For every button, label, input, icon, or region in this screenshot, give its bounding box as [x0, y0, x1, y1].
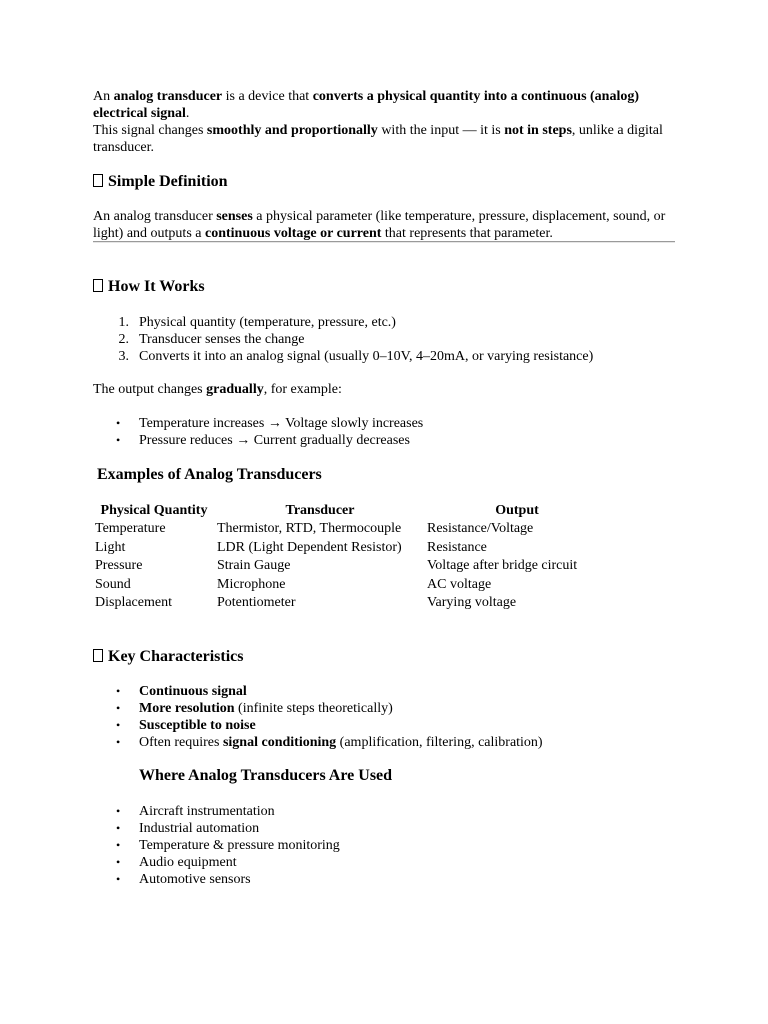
table-cell: Varying voltage	[427, 595, 517, 610]
intro-bold: converts a physical quantity into a continuous (analog) electrical signal	[93, 89, 640, 121]
table-cell: Resistance	[427, 539, 487, 555]
intro-line-2	[93, 122, 683, 156]
list-item	[93, 837, 683, 854]
table-cell: Pressure	[95, 558, 143, 573]
list-item	[93, 348, 683, 365]
column-header: Output	[495, 503, 539, 518]
list-number: 1.	[118, 315, 129, 330]
text: Current gradually decreases	[250, 433, 410, 448]
text: An analog transducer	[93, 209, 217, 224]
table-cell: Resistance/Voltage	[427, 521, 534, 536]
intro-bold: analog transducer	[113, 89, 223, 104]
list-item	[93, 331, 683, 348]
text: that represents that parameter.	[381, 226, 553, 241]
bullet-icon: •	[116, 416, 121, 430]
key-characteristics-heading	[93, 647, 683, 667]
text: Voltage slowly increases	[281, 416, 424, 431]
table-cell: Strain Gauge	[217, 558, 291, 573]
bold-text: signal conditioning	[222, 735, 337, 750]
table-cell: Temperature	[95, 521, 166, 536]
text: Often requires	[139, 735, 223, 750]
steps-list	[93, 314, 683, 365]
table-cell: Light	[95, 539, 126, 555]
heading-text: Key Characteristics	[108, 648, 244, 665]
table-cell: Potentiometer	[217, 595, 296, 610]
table-row	[93, 520, 609, 539]
usage-list	[93, 803, 683, 888]
heading-text: How It Works	[108, 278, 205, 295]
bullet-icon: •	[116, 838, 121, 852]
intro-text: with the input — it is	[377, 123, 505, 138]
list-item	[93, 432, 683, 449]
bold-text: More resolution	[139, 701, 235, 716]
table-row	[93, 557, 609, 576]
list-item	[93, 415, 683, 432]
list-number: 2.	[118, 332, 129, 347]
list-item-text: Aircraft instrumentation	[139, 804, 275, 819]
table-row	[93, 594, 609, 613]
table-row	[93, 576, 609, 595]
bullet-icon: •	[116, 855, 121, 869]
list-item-text: Temperature & pressure monitoring	[139, 838, 340, 853]
bold-text: gradually	[206, 382, 264, 397]
list-number: 3.	[118, 349, 129, 364]
bullet-icon: •	[116, 718, 121, 732]
list-item-text: Converts it into an analog signal (usually 0–10V, 4–20mA, or varying resistance)	[139, 349, 594, 364]
table-row	[93, 539, 609, 558]
simple-definition-paragraph	[93, 208, 683, 242]
simple-definition-heading	[93, 172, 683, 192]
column-header: Physical Quantity	[100, 503, 208, 518]
text: a physical parameter (like temperature, pressure, displacement, sound, or light) and outputs a	[93, 209, 666, 241]
list-item-text: Audio equipment	[139, 855, 237, 870]
how-it-works-heading	[93, 277, 683, 297]
table-header-row	[93, 502, 609, 520]
table-cell: Voltage after bridge circuit	[427, 558, 578, 573]
list-item	[93, 734, 683, 751]
table-cell: AC voltage	[427, 576, 492, 592]
checkbox-glyph-icon	[93, 649, 103, 662]
list-item	[93, 683, 683, 700]
list-item-text: Physical quantity (temperature, pressure, etc.)	[139, 315, 396, 330]
intro-paragraph	[93, 88, 683, 156]
bullet-icon: •	[116, 684, 121, 698]
simple-definition-text	[93, 208, 683, 242]
horizontal-rule	[93, 241, 675, 243]
bold-text: continuous voltage or current	[205, 226, 382, 241]
intro-line-1	[93, 88, 683, 122]
intro-bold: not in steps	[504, 123, 572, 138]
table-cell: Sound	[95, 576, 131, 592]
list-item	[93, 700, 683, 717]
intro-text: This signal changes	[93, 123, 207, 138]
bullet-icon: •	[116, 701, 121, 715]
column-header: Transducer	[285, 503, 355, 518]
bold-text: senses	[216, 209, 253, 224]
list-item	[93, 803, 683, 820]
list-item	[93, 871, 683, 888]
bold-text: Continuous signal	[139, 684, 247, 699]
example-bullets	[93, 415, 683, 449]
arrow-right-icon: →	[267, 416, 282, 431]
list-item-text: Industrial automation	[139, 821, 260, 836]
bullet-icon: •	[116, 872, 121, 886]
intro-text: .	[185, 106, 190, 121]
list-item	[93, 314, 683, 331]
checkbox-glyph-icon	[93, 279, 103, 292]
list-item	[93, 820, 683, 837]
list-item	[93, 717, 683, 734]
bullet-icon: •	[116, 821, 121, 835]
bullet-icon: •	[116, 735, 121, 749]
table-cell: Thermistor, RTD, Thermocouple	[217, 521, 402, 536]
examples-heading: Examples of Analog Transducers	[97, 466, 322, 483]
intro-text: An	[93, 89, 114, 104]
characteristics-list	[93, 683, 683, 751]
output-paragraph	[93, 381, 683, 398]
where-used-heading: Where Analog Transducers Are Used	[139, 767, 393, 784]
bold-text: Susceptible to noise	[139, 718, 256, 733]
text: (amplification, filtering, calibration)	[336, 735, 543, 750]
list-item	[93, 854, 683, 871]
arrow-right-icon: →	[236, 433, 251, 448]
bullet-icon: •	[116, 433, 121, 447]
heading-text: Simple Definition	[108, 173, 228, 190]
intro-text: , unlike a digital transducer.	[93, 123, 663, 155]
table-cell: LDR (Light Dependent Resistor)	[217, 539, 402, 555]
text: (infinite steps theoretically)	[234, 701, 393, 716]
list-item-text: Transducer senses the change	[139, 332, 305, 347]
text: The output changes	[93, 382, 207, 397]
text: Pressure reduces	[139, 433, 237, 448]
intro-bold: smoothly and proportionally	[206, 123, 378, 138]
text: Temperature increases	[139, 416, 268, 431]
table-cell: Microphone	[217, 576, 286, 592]
intro-text: is a device that	[222, 89, 313, 104]
checkbox-glyph-icon	[93, 174, 103, 187]
bullet-icon: •	[116, 804, 121, 818]
examples-table	[93, 502, 609, 613]
list-item-text: Automotive sensors	[139, 872, 251, 887]
table-cell: Displacement	[95, 595, 172, 610]
text: , for example:	[263, 382, 342, 397]
